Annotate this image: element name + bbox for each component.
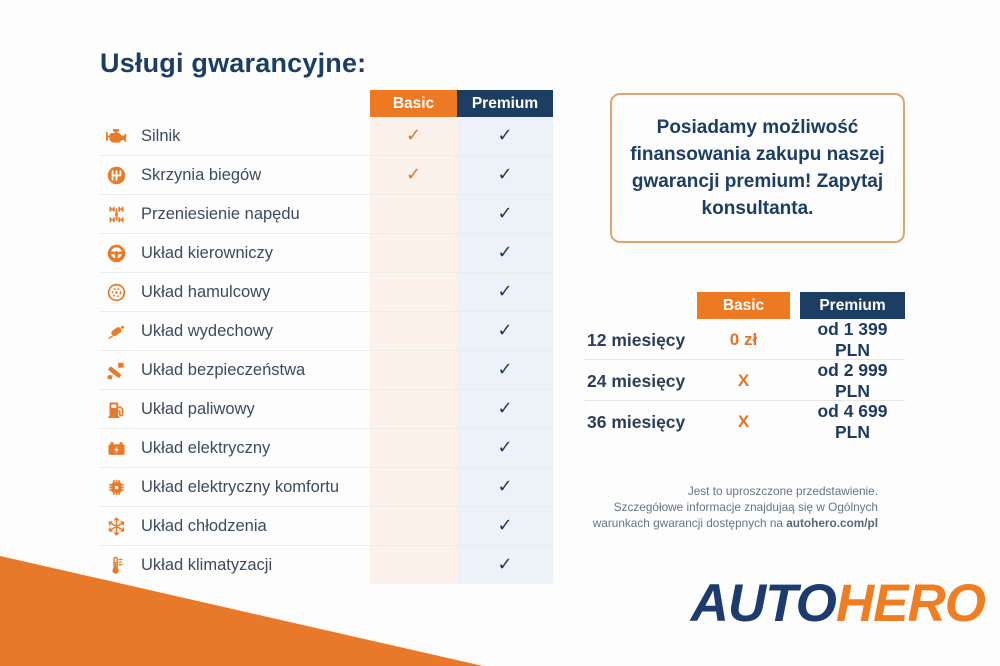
disclaimer-line3: warunkach gwarancji dostępnych na: [592, 516, 787, 530]
pricing-row: [585, 360, 905, 401]
warranty-row: [100, 312, 553, 351]
warranty-row-label-cell: [100, 351, 370, 389]
warranty-row-label-cell: [100, 156, 370, 194]
exhaust-icon: [105, 320, 127, 342]
premium-cell: [457, 156, 553, 194]
pricing-premium-value: od 2 999 PLN: [817, 360, 888, 401]
basic-cell: [370, 273, 457, 311]
financing-text: Posiadamy możliwość finansowania zakupu naszej gwarancji premium! Zapytaj konsultanta.: [630, 117, 885, 219]
warranty-row: [100, 234, 553, 273]
warranty-row-label: Skrzynia biegów: [141, 165, 262, 184]
warranty-row-label-cell: [100, 195, 370, 233]
premium-checkmark: ✓: [497, 203, 513, 224]
basic-cell: [370, 507, 457, 545]
basic-cell: [370, 429, 457, 467]
warranty-row-label: Układ bezpieczeństwa: [141, 360, 306, 379]
premium-checkmark: ✓: [497, 398, 513, 419]
premium-checkmark: ✓: [497, 515, 513, 536]
warranty-row: [100, 390, 553, 429]
premium-cell: [457, 468, 553, 506]
premium-checkmark: ✓: [497, 281, 513, 302]
disclaimer-url: autohero.com/pl: [786, 516, 878, 530]
warranty-header-basic: Basic: [370, 90, 457, 117]
basic-cell: [370, 234, 457, 272]
steering-wheel-icon: [105, 242, 127, 264]
premium-checkmark: ✓: [497, 320, 513, 341]
pricing-row: [585, 319, 905, 360]
basic-cell: [370, 468, 457, 506]
warranty-row: [100, 117, 553, 156]
premium-checkmark: ✓: [497, 164, 513, 185]
premium-cell: [457, 429, 553, 467]
warranty-row-label-cell: [100, 234, 370, 272]
warranty-row-label: Układ hamulcowy: [141, 282, 271, 301]
brake-disc-icon: [105, 281, 127, 303]
warranty-row-label-cell: [100, 429, 370, 467]
pricing-header-spacer: [585, 292, 697, 319]
basic-cell: [370, 312, 457, 350]
warranty-row-label-cell: [100, 312, 370, 350]
warranty-row-label-cell: [100, 117, 370, 155]
warranty-row: [100, 156, 553, 195]
warranty-row: [100, 468, 553, 507]
warranty-row-label-cell: [100, 390, 370, 428]
snowflake-icon: [105, 515, 127, 537]
pricing-table-header: [585, 292, 905, 319]
engine-icon: [105, 125, 127, 147]
pricing-table: [585, 292, 905, 441]
warranty-row-label: Układ klimatyzacji: [141, 555, 273, 574]
pricing-rows: [585, 319, 905, 441]
pricing-header-basic: Basic: [697, 292, 790, 319]
logo-hero: HERO: [835, 574, 985, 633]
pricing-premium-value: od 1 399 PLN: [817, 319, 888, 360]
warranty-header-premium: Premium: [457, 90, 553, 117]
warranty-row-label-cell: [100, 273, 370, 311]
logo-auto: AUTO: [690, 574, 836, 633]
premium-checkmark: ✓: [497, 554, 513, 575]
warranty-row-label: Układ elektryczny: [141, 438, 271, 457]
financing-box: [610, 93, 905, 243]
premium-checkmark: ✓: [497, 476, 513, 497]
basic-checkmark: ✓: [405, 164, 422, 185]
basic-cell: [370, 351, 457, 389]
premium-cell: [457, 195, 553, 233]
warranty-row-label-cell: [100, 468, 370, 506]
warranty-row: [100, 507, 553, 546]
warranty-row-label: Układ elektryczny komfortu: [141, 477, 340, 496]
pricing-duration: 36 miesięcy: [587, 411, 686, 432]
warranty-table-header: [370, 90, 553, 117]
disclaimer-line2: Szczegółowe informacje znajdujaą się w Ogólnych: [613, 500, 878, 514]
basic-cell: [370, 195, 457, 233]
premium-checkmark: ✓: [497, 437, 513, 458]
gearbox-icon: [105, 164, 127, 186]
warranty-row: [100, 429, 553, 468]
premium-cell: [457, 273, 553, 311]
warranty-row: [100, 273, 553, 312]
pricing-header-premium: Premium: [800, 292, 905, 319]
warranty-row: [100, 351, 553, 390]
premium-checkmark: ✓: [497, 242, 513, 263]
page-title: Usługi gwarancyjne:: [100, 48, 367, 78]
thermometer-icon: [105, 554, 127, 576]
warranty-row: [100, 195, 553, 234]
premium-checkmark: ✓: [497, 125, 513, 146]
warranty-row-label-cell: [100, 507, 370, 545]
basic-cell: [370, 546, 457, 584]
seatbelt-icon: [105, 359, 127, 381]
premium-checkmark: ✓: [497, 359, 513, 380]
warranty-row-label: Układ wydechowy: [141, 321, 274, 340]
warranty-rows: [100, 117, 553, 584]
premium-cell: [457, 390, 553, 428]
premium-cell: [457, 546, 553, 584]
disclaimer-line1: Jest to uproszczone przedstawienie.: [687, 484, 878, 498]
basic-checkmark: ✓: [405, 125, 422, 146]
autohero-logo: [600, 574, 985, 633]
premium-cell: [457, 234, 553, 272]
pricing-row: [585, 401, 905, 441]
warranty-row-label: Silnik: [141, 126, 181, 145]
disclaimer: [548, 483, 878, 531]
warranty-row: [100, 546, 553, 584]
battery-icon: [105, 437, 127, 459]
warranty-row-label: Układ kierowniczy: [141, 243, 274, 262]
warranty-row-label: Układ paliwowy: [141, 399, 255, 418]
pricing-duration: 12 miesięcy: [587, 329, 686, 350]
warranty-row-label: Układ chłodzenia: [141, 516, 267, 535]
pricing-basic-value: 0 zł: [729, 330, 758, 349]
pricing-basic-value: X: [737, 412, 750, 431]
warranty-row-label: Przeniesienie napędu: [141, 204, 300, 223]
warranty-row-label-cell: [100, 546, 370, 584]
chip-icon: [105, 476, 127, 498]
premium-cell: [457, 117, 553, 155]
pricing-basic-value: X: [737, 371, 750, 390]
fuel-pump-icon: [105, 398, 127, 420]
basic-cell: [370, 156, 457, 194]
basic-cell: [370, 390, 457, 428]
basic-cell: [370, 117, 457, 155]
drivetrain-icon: [105, 203, 127, 225]
premium-cell: [457, 351, 553, 389]
premium-cell: [457, 312, 553, 350]
premium-cell: [457, 507, 553, 545]
pricing-duration: 24 miesięcy: [587, 370, 686, 391]
pricing-premium-value: od 4 699 PLN: [817, 401, 888, 442]
